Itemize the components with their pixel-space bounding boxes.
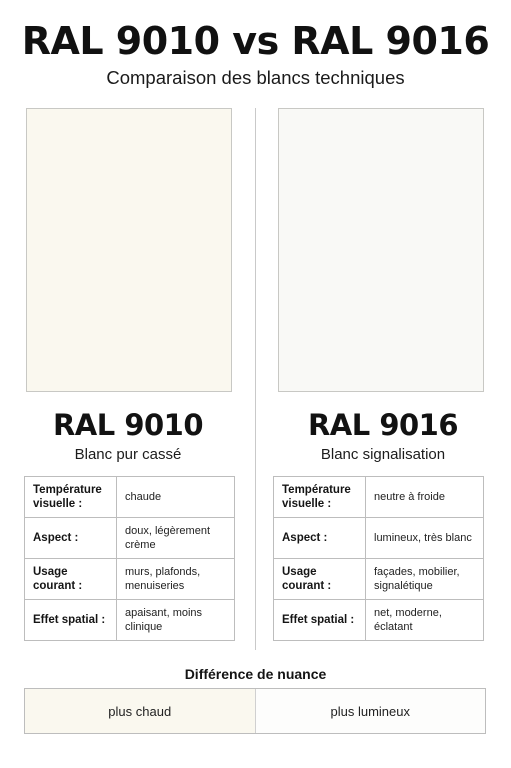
ral-9016-properties-table	[273, 476, 484, 641]
table-row	[274, 559, 484, 600]
property-label: Usage courant :	[25, 559, 117, 600]
property-label: Aspect :	[25, 518, 117, 559]
property-value: neutre à froide	[366, 477, 484, 518]
table-row	[274, 518, 484, 559]
ral-9016-name: RAL 9016	[307, 408, 459, 442]
table-row	[25, 477, 235, 518]
property-value: chaude	[117, 477, 235, 518]
property-value: lumineux, très blanc	[366, 518, 484, 559]
property-value: doux, légèrement crème	[117, 518, 235, 559]
table-row	[274, 477, 484, 518]
property-label: Température visuelle :	[25, 477, 117, 518]
property-label: Effet spatial :	[25, 600, 117, 641]
property-value: net, moderne, éclatant	[366, 600, 484, 641]
difference-warm-cell: plus chaud	[25, 689, 255, 733]
table-row	[274, 600, 484, 641]
table-row	[25, 559, 235, 600]
ral-9010-color-swatch	[26, 108, 232, 392]
difference-bright-cell: plus lumineux	[255, 689, 486, 733]
ral-9010-name: RAL 9010	[52, 408, 204, 442]
table-row	[25, 518, 235, 559]
difference-bar	[24, 688, 486, 734]
property-label: Aspect :	[274, 518, 366, 559]
column-divider	[255, 108, 256, 650]
ral-9016-description: Blanc signalisation	[320, 446, 446, 463]
page-title: RAL 9010 vs RAL 9016	[21, 19, 490, 63]
property-value: murs, plafonds, menuiseries	[117, 559, 235, 600]
property-label: Température visuelle :	[274, 477, 366, 518]
ral-9010-description: Blanc pur cassé	[74, 446, 182, 463]
page-subtitle: Comparaison des blancs techniques	[106, 67, 405, 88]
property-label: Usage courant :	[274, 559, 366, 600]
table-row	[25, 600, 235, 641]
property-label: Effet spatial :	[274, 600, 366, 641]
property-value: façades, mobilier, signalétique	[366, 559, 484, 600]
ral-9010-properties-table	[24, 476, 235, 641]
ral-9016-color-swatch	[278, 108, 484, 392]
property-value: apaisant, moins clinique	[117, 600, 235, 641]
difference-title: Différence de nuance	[184, 666, 327, 682]
